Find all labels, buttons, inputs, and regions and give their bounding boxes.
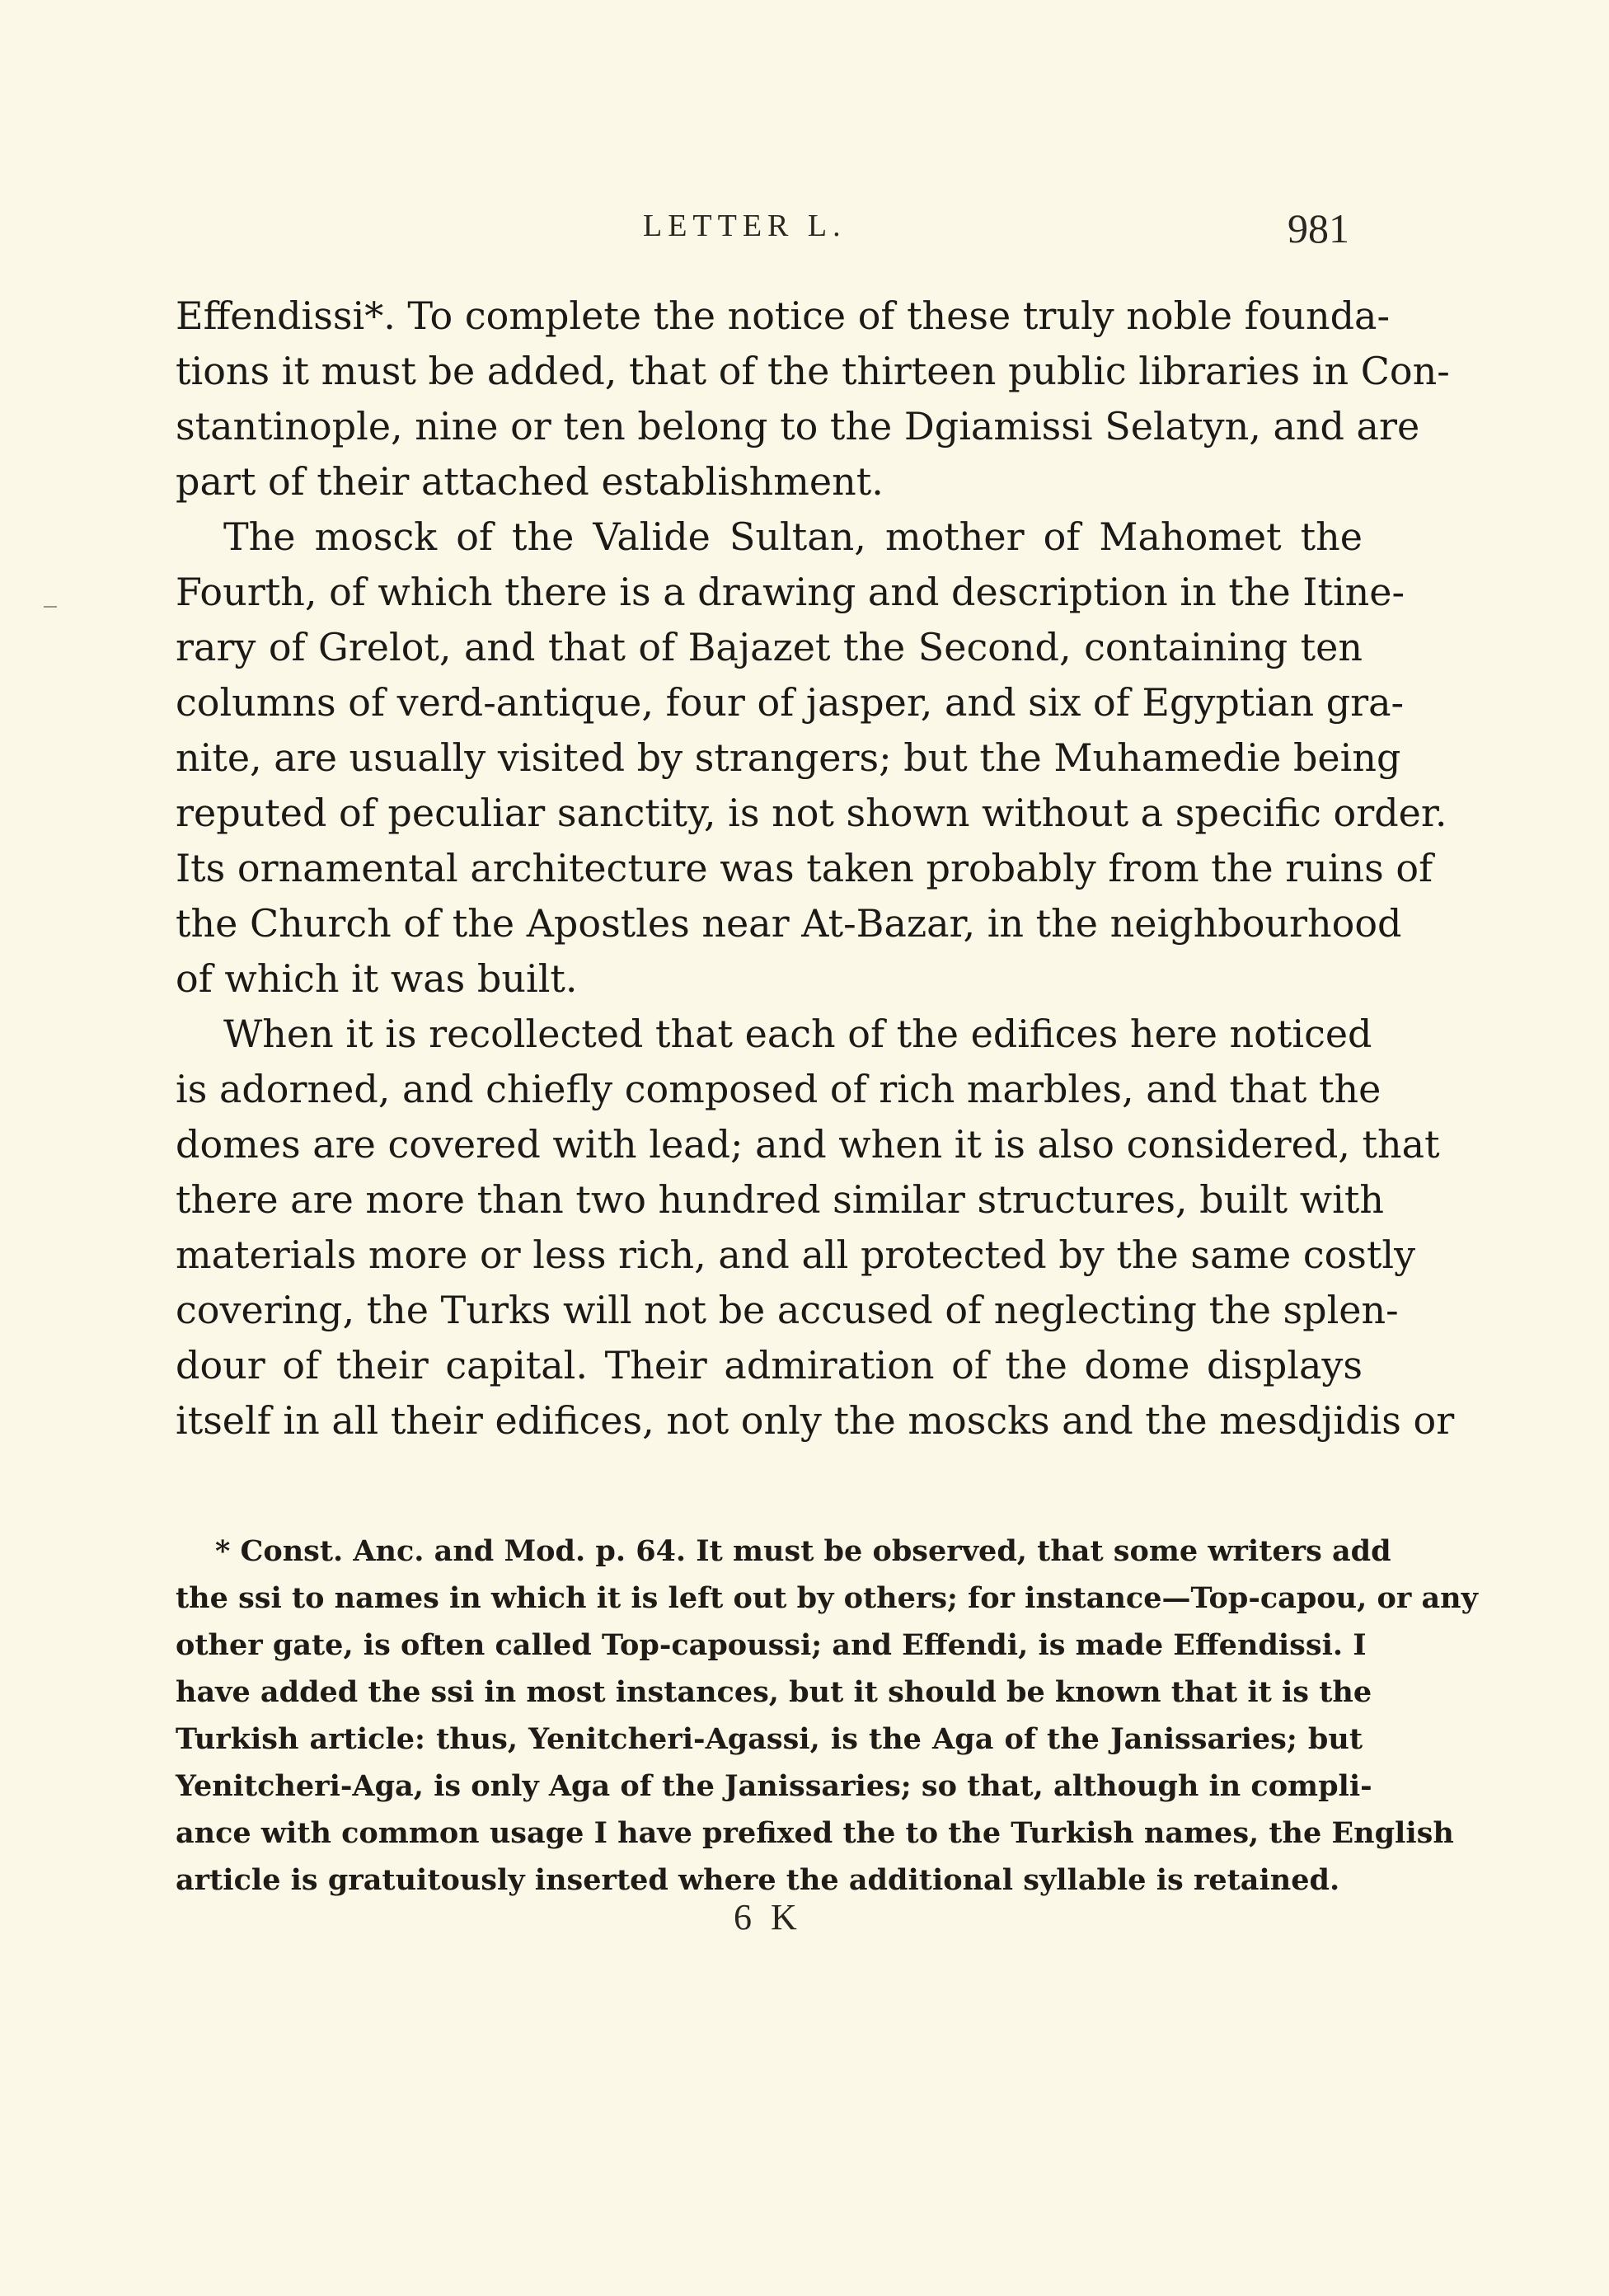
body-line: Its ornamental architecture was taken probably from the ruins of — [176, 846, 1433, 890]
body-line: nite, are usually visited by strangers; but the Muhamedie being — [176, 735, 1401, 780]
body-line: part of their attached establishment. — [176, 459, 884, 504]
body-line: materials more or less rich, and all protected by the same costly — [176, 1233, 1416, 1277]
margin-mark — [44, 606, 57, 608]
body-line: covering, the Turks will not be accused of neglecting the splen- — [176, 1288, 1399, 1332]
body-line: itself in all their edifices, not only the moscks and the mesdjidis or — [176, 1398, 1455, 1443]
body-line: of which it was built. — [176, 956, 578, 1001]
footnotes — [176, 1528, 1478, 1904]
body-line: Effendissi*. To complete the notice of these truly noble founda- — [176, 293, 1390, 338]
footnote-line: other gate, is often called Top-capoussi; and Effendi, is made Effendissi. I — [176, 1628, 1367, 1662]
body-line: there are more than two hundred similar structures, built with — [176, 1177, 1384, 1222]
running-head: LETTER L. — [643, 209, 847, 243]
body-line: columns of verd-antique, four of jasper, and six of Egyptian gra- — [176, 680, 1405, 725]
body-line: tions it must be added, that of the thirteen public libraries in Con- — [176, 349, 1450, 393]
body-line: Fourth, of which there is a drawing and description in the Itine- — [176, 570, 1405, 614]
body-line: The mosck of the Valide Sultan, mother of Mahomet the — [223, 514, 1363, 559]
footnote-line: article is gratuitously inserted where the additional syllable is retained. — [176, 1863, 1340, 1897]
footnote-line: * Const. Anc. and Mod. p. 64. It must be observed, that some writers add — [215, 1534, 1391, 1568]
body-text — [176, 289, 1455, 1448]
footnote-line: Turkish article: thus, Yenitcheri-Agassi, is the Aga of the Janissaries; but — [176, 1722, 1363, 1756]
page-number: 981 — [1288, 205, 1349, 251]
footnote-line: ance with common usage I have prefixed the to the Turkish names, the English — [176, 1816, 1454, 1850]
body-line: is adorned, and chiefly composed of rich marbles, and that the — [176, 1067, 1381, 1111]
footnote-line: Yenitcheri-Aga, is only Aga of the Janissaries; so that, although in compli- — [176, 1769, 1372, 1803]
signature-mark: 6 K — [734, 1897, 802, 1937]
body-line: reputed of peculiar sanctity, is not shown without a specific order. — [176, 791, 1447, 835]
body-line: dour of their capital. Their admiration of the dome displays — [176, 1343, 1363, 1387]
footnote-line: have added the ssi in most instances, but it should be known that it is the — [176, 1675, 1372, 1709]
body-line: stantinople, nine or ten belong to the Dgiamissi Selatyn, and are — [176, 404, 1420, 448]
body-line: the Church of the Apostles near At-Bazar, in the neighbourhood — [176, 901, 1402, 946]
body-line: domes are covered with lead; and when it is also considered, that — [176, 1122, 1440, 1167]
body-line: rary of Grelot, and that of Bajazet the Second, containing ten — [176, 625, 1363, 669]
footnote-line: the ssi to names in which it is left out by others; for instance—Top-capou, or any — [176, 1581, 1478, 1615]
body-line: When it is recollected that each of the edifices here noticed — [223, 1012, 1372, 1056]
